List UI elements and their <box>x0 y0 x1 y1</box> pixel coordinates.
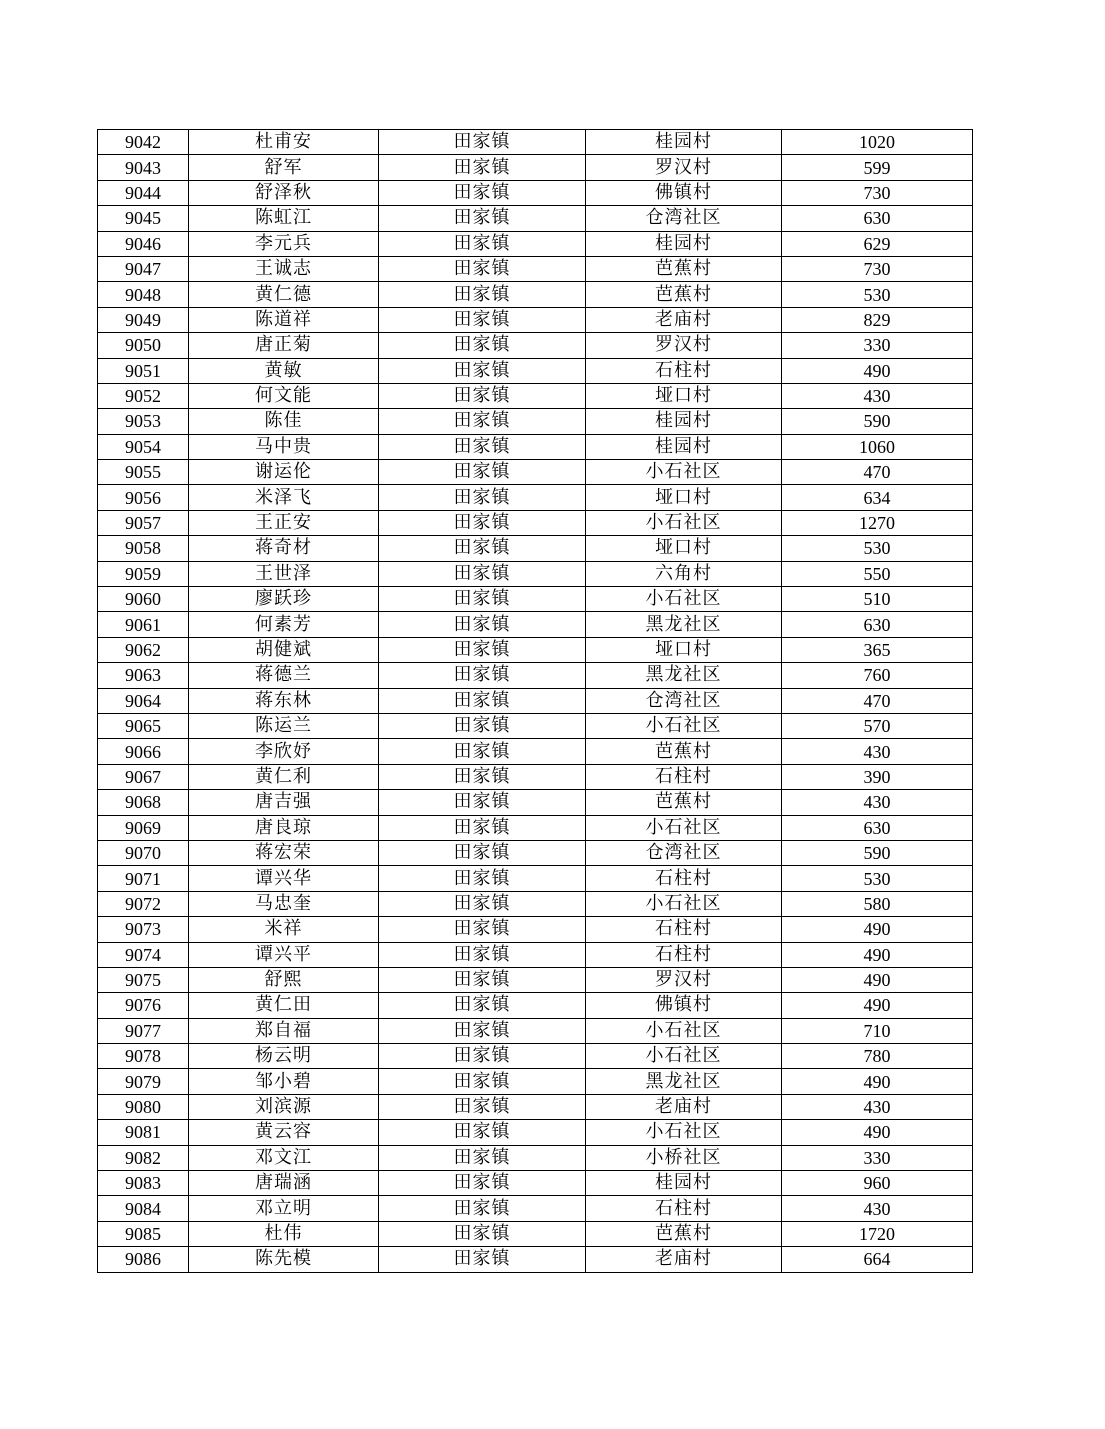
cell-name: 马中贵 <box>189 434 379 459</box>
cell-id: 9051 <box>98 358 189 383</box>
cell-village: 小石社区 <box>586 1044 782 1069</box>
cell-id: 9049 <box>98 307 189 332</box>
cell-id: 9069 <box>98 815 189 840</box>
cell-town: 田家镇 <box>379 206 586 231</box>
table-row <box>98 967 973 992</box>
cell-amount: 530 <box>782 866 973 891</box>
cell-town: 田家镇 <box>379 866 586 891</box>
table-row <box>98 764 973 789</box>
cell-id: 9044 <box>98 180 189 205</box>
table-row <box>98 434 973 459</box>
cell-amount: 430 <box>782 739 973 764</box>
cell-id: 9059 <box>98 561 189 586</box>
cell-amount: 330 <box>782 333 973 358</box>
cell-town: 田家镇 <box>379 155 586 180</box>
cell-name: 黄云容 <box>189 1120 379 1145</box>
table-row <box>98 130 973 155</box>
cell-town: 田家镇 <box>379 510 586 535</box>
table-row <box>98 1145 973 1170</box>
table-row <box>98 917 973 942</box>
table-row <box>98 409 973 434</box>
cell-name: 蒋奇材 <box>189 536 379 561</box>
cell-village: 老庙村 <box>586 1094 782 1119</box>
cell-amount: 550 <box>782 561 973 586</box>
cell-name: 舒熙 <box>189 967 379 992</box>
cell-name: 米泽飞 <box>189 485 379 510</box>
cell-id: 9084 <box>98 1196 189 1221</box>
table-row <box>98 1171 973 1196</box>
table-row <box>98 1247 973 1272</box>
cell-town: 田家镇 <box>379 561 586 586</box>
cell-town: 田家镇 <box>379 587 586 612</box>
cell-village: 石柱村 <box>586 358 782 383</box>
cell-id: 9079 <box>98 1069 189 1094</box>
cell-name: 邓立明 <box>189 1196 379 1221</box>
cell-id: 9058 <box>98 536 189 561</box>
table-row <box>98 307 973 332</box>
cell-amount: 510 <box>782 587 973 612</box>
cell-id: 9054 <box>98 434 189 459</box>
table-row <box>98 180 973 205</box>
cell-amount: 490 <box>782 917 973 942</box>
cell-village: 小石社区 <box>586 1018 782 1043</box>
cell-village: 小石社区 <box>586 1120 782 1145</box>
cell-town: 田家镇 <box>379 637 586 662</box>
cell-name: 黄仁利 <box>189 764 379 789</box>
cell-amount: 530 <box>782 282 973 307</box>
cell-village: 罗汉村 <box>586 155 782 180</box>
cell-id: 9063 <box>98 663 189 688</box>
cell-name: 何素芳 <box>189 612 379 637</box>
cell-village: 小石社区 <box>586 587 782 612</box>
cell-id: 9067 <box>98 764 189 789</box>
cell-name: 杜甫安 <box>189 130 379 155</box>
cell-village: 垭口村 <box>586 485 782 510</box>
cell-village: 垭口村 <box>586 637 782 662</box>
cell-village: 垭口村 <box>586 536 782 561</box>
cell-town: 田家镇 <box>379 460 586 485</box>
cell-id: 9074 <box>98 942 189 967</box>
cell-id: 9077 <box>98 1018 189 1043</box>
cell-town: 田家镇 <box>379 1094 586 1119</box>
cell-id: 9081 <box>98 1120 189 1145</box>
table-row <box>98 815 973 840</box>
cell-town: 田家镇 <box>379 130 586 155</box>
table-row <box>98 1120 973 1145</box>
table-row <box>98 1196 973 1221</box>
cell-id: 9042 <box>98 130 189 155</box>
cell-name: 唐吉强 <box>189 790 379 815</box>
cell-amount: 530 <box>782 536 973 561</box>
cell-village: 黑龙社区 <box>586 1069 782 1094</box>
cell-town: 田家镇 <box>379 1018 586 1043</box>
cell-id: 9080 <box>98 1094 189 1119</box>
cell-amount: 630 <box>782 206 973 231</box>
cell-town: 田家镇 <box>379 409 586 434</box>
cell-id: 9065 <box>98 713 189 738</box>
cell-id: 9082 <box>98 1145 189 1170</box>
cell-id: 9055 <box>98 460 189 485</box>
cell-town: 田家镇 <box>379 663 586 688</box>
cell-town: 田家镇 <box>379 1044 586 1069</box>
cell-id: 9050 <box>98 333 189 358</box>
cell-amount: 365 <box>782 637 973 662</box>
cell-amount: 590 <box>782 840 973 865</box>
cell-amount: 780 <box>782 1044 973 1069</box>
cell-village: 黑龙社区 <box>586 663 782 688</box>
cell-village: 小石社区 <box>586 713 782 738</box>
cell-village: 芭蕉村 <box>586 282 782 307</box>
cell-town: 田家镇 <box>379 891 586 916</box>
cell-name: 陈先模 <box>189 1247 379 1272</box>
cell-name: 陈虹江 <box>189 206 379 231</box>
cell-amount: 1270 <box>782 510 973 535</box>
cell-village: 芭蕉村 <box>586 256 782 281</box>
table-row <box>98 713 973 738</box>
cell-id: 9066 <box>98 739 189 764</box>
cell-town: 田家镇 <box>379 333 586 358</box>
table-row <box>98 637 973 662</box>
cell-id: 9048 <box>98 282 189 307</box>
table-row <box>98 1018 973 1043</box>
cell-town: 田家镇 <box>379 688 586 713</box>
cell-name: 邓文江 <box>189 1145 379 1170</box>
cell-amount: 1720 <box>782 1221 973 1246</box>
cell-amount: 710 <box>782 1018 973 1043</box>
cell-village: 罗汉村 <box>586 967 782 992</box>
table-row <box>98 1044 973 1069</box>
cell-town: 田家镇 <box>379 840 586 865</box>
cell-amount: 730 <box>782 256 973 281</box>
cell-village: 小石社区 <box>586 815 782 840</box>
cell-id: 9076 <box>98 993 189 1018</box>
cell-name: 杨云明 <box>189 1044 379 1069</box>
cell-name: 王诚志 <box>189 256 379 281</box>
records-table-body <box>98 130 973 1273</box>
cell-name: 杜伟 <box>189 1221 379 1246</box>
table-row <box>98 942 973 967</box>
cell-amount: 490 <box>782 967 973 992</box>
cell-town: 田家镇 <box>379 383 586 408</box>
cell-name: 唐良琼 <box>189 815 379 840</box>
cell-name: 米祥 <box>189 917 379 942</box>
cell-town: 田家镇 <box>379 917 586 942</box>
cell-name: 李元兵 <box>189 231 379 256</box>
table-row <box>98 866 973 891</box>
cell-village: 桂园村 <box>586 231 782 256</box>
cell-id: 9075 <box>98 967 189 992</box>
cell-amount: 634 <box>782 485 973 510</box>
cell-id: 9057 <box>98 510 189 535</box>
table-row <box>98 993 973 1018</box>
cell-town: 田家镇 <box>379 764 586 789</box>
cell-amount: 490 <box>782 1120 973 1145</box>
cell-amount: 490 <box>782 993 973 1018</box>
cell-name: 何文能 <box>189 383 379 408</box>
table-row <box>98 1069 973 1094</box>
cell-amount: 1020 <box>782 130 973 155</box>
cell-amount: 730 <box>782 180 973 205</box>
cell-name: 陈佳 <box>189 409 379 434</box>
cell-name: 李欣妤 <box>189 739 379 764</box>
cell-village: 芭蕉村 <box>586 739 782 764</box>
cell-amount: 664 <box>782 1247 973 1272</box>
cell-id: 9046 <box>98 231 189 256</box>
cell-village: 垭口村 <box>586 383 782 408</box>
cell-name: 蒋东林 <box>189 688 379 713</box>
cell-village: 仓湾社区 <box>586 840 782 865</box>
cell-name: 唐瑞涵 <box>189 1171 379 1196</box>
cell-village: 佛镇村 <box>586 993 782 1018</box>
cell-amount: 580 <box>782 891 973 916</box>
cell-town: 田家镇 <box>379 434 586 459</box>
cell-town: 田家镇 <box>379 942 586 967</box>
cell-name: 舒泽秋 <box>189 180 379 205</box>
cell-village: 老庙村 <box>586 307 782 332</box>
cell-name: 廖跃珍 <box>189 587 379 612</box>
table-row <box>98 688 973 713</box>
cell-town: 田家镇 <box>379 282 586 307</box>
cell-name: 刘滨源 <box>189 1094 379 1119</box>
cell-amount: 330 <box>782 1145 973 1170</box>
cell-id: 9068 <box>98 790 189 815</box>
cell-id: 9086 <box>98 1247 189 1272</box>
cell-id: 9064 <box>98 688 189 713</box>
table-row <box>98 561 973 586</box>
cell-name: 郑自福 <box>189 1018 379 1043</box>
table-row <box>98 663 973 688</box>
cell-name: 黄仁德 <box>189 282 379 307</box>
cell-town: 田家镇 <box>379 612 586 637</box>
table-row <box>98 739 973 764</box>
cell-village: 老庙村 <box>586 1247 782 1272</box>
cell-name: 邹小碧 <box>189 1069 379 1094</box>
table-row <box>98 206 973 231</box>
table-row <box>98 358 973 383</box>
cell-id: 9045 <box>98 206 189 231</box>
cell-name: 黄敏 <box>189 358 379 383</box>
cell-amount: 470 <box>782 460 973 485</box>
table-row <box>98 587 973 612</box>
cell-town: 田家镇 <box>379 180 586 205</box>
cell-amount: 630 <box>782 612 973 637</box>
cell-name: 舒军 <box>189 155 379 180</box>
cell-amount: 430 <box>782 383 973 408</box>
cell-id: 9061 <box>98 612 189 637</box>
cell-amount: 490 <box>782 1069 973 1094</box>
cell-town: 田家镇 <box>379 967 586 992</box>
cell-id: 9056 <box>98 485 189 510</box>
cell-town: 田家镇 <box>379 231 586 256</box>
cell-amount: 390 <box>782 764 973 789</box>
cell-amount: 960 <box>782 1171 973 1196</box>
cell-village: 石柱村 <box>586 942 782 967</box>
cell-amount: 629 <box>782 231 973 256</box>
cell-town: 田家镇 <box>379 993 586 1018</box>
cell-id: 9053 <box>98 409 189 434</box>
cell-village: 小桥社区 <box>586 1145 782 1170</box>
cell-name: 谢运伦 <box>189 460 379 485</box>
cell-name: 王世泽 <box>189 561 379 586</box>
cell-amount: 470 <box>782 688 973 713</box>
cell-town: 田家镇 <box>379 256 586 281</box>
cell-amount: 430 <box>782 1196 973 1221</box>
table-row <box>98 1221 973 1246</box>
cell-village: 仓湾社区 <box>586 688 782 713</box>
cell-id: 9060 <box>98 587 189 612</box>
cell-amount: 760 <box>782 663 973 688</box>
cell-town: 田家镇 <box>379 358 586 383</box>
table-row <box>98 256 973 281</box>
cell-id: 9070 <box>98 840 189 865</box>
cell-name: 谭兴华 <box>189 866 379 891</box>
cell-amount: 1060 <box>782 434 973 459</box>
table-row <box>98 282 973 307</box>
cell-town: 田家镇 <box>379 1221 586 1246</box>
table-row <box>98 333 973 358</box>
cell-town: 田家镇 <box>379 307 586 332</box>
table-row <box>98 612 973 637</box>
cell-village: 桂园村 <box>586 1171 782 1196</box>
cell-village: 罗汉村 <box>586 333 782 358</box>
cell-village: 石柱村 <box>586 917 782 942</box>
table-row <box>98 891 973 916</box>
cell-name: 胡健斌 <box>189 637 379 662</box>
table-row <box>98 1094 973 1119</box>
cell-village: 黑龙社区 <box>586 612 782 637</box>
cell-name: 王正安 <box>189 510 379 535</box>
cell-town: 田家镇 <box>379 1171 586 1196</box>
cell-id: 9071 <box>98 866 189 891</box>
cell-village: 桂园村 <box>586 409 782 434</box>
cell-id: 9043 <box>98 155 189 180</box>
table-row <box>98 460 973 485</box>
cell-town: 田家镇 <box>379 1145 586 1170</box>
cell-amount: 570 <box>782 713 973 738</box>
cell-village: 佛镇村 <box>586 180 782 205</box>
table-row <box>98 840 973 865</box>
cell-amount: 490 <box>782 358 973 383</box>
cell-town: 田家镇 <box>379 1196 586 1221</box>
cell-amount: 490 <box>782 942 973 967</box>
table-row <box>98 155 973 180</box>
cell-name: 蒋宏荣 <box>189 840 379 865</box>
cell-town: 田家镇 <box>379 815 586 840</box>
cell-village: 芭蕉村 <box>586 1221 782 1246</box>
cell-id: 9085 <box>98 1221 189 1246</box>
cell-name: 陈道祥 <box>189 307 379 332</box>
table-row <box>98 383 973 408</box>
cell-town: 田家镇 <box>379 790 586 815</box>
cell-village: 石柱村 <box>586 1196 782 1221</box>
cell-name: 谭兴平 <box>189 942 379 967</box>
cell-id: 9052 <box>98 383 189 408</box>
cell-town: 田家镇 <box>379 1120 586 1145</box>
cell-town: 田家镇 <box>379 739 586 764</box>
cell-village: 小石社区 <box>586 460 782 485</box>
cell-name: 黄仁田 <box>189 993 379 1018</box>
cell-town: 田家镇 <box>379 485 586 510</box>
cell-village: 小石社区 <box>586 510 782 535</box>
cell-amount: 430 <box>782 1094 973 1119</box>
cell-id: 9078 <box>98 1044 189 1069</box>
records-table <box>97 129 973 1273</box>
cell-id: 9083 <box>98 1171 189 1196</box>
cell-amount: 599 <box>782 155 973 180</box>
cell-town: 田家镇 <box>379 713 586 738</box>
cell-amount: 430 <box>782 790 973 815</box>
table-row <box>98 790 973 815</box>
table-row <box>98 485 973 510</box>
cell-village: 仓湾社区 <box>586 206 782 231</box>
cell-id: 9047 <box>98 256 189 281</box>
cell-village: 桂园村 <box>586 130 782 155</box>
cell-id: 9072 <box>98 891 189 916</box>
cell-name: 唐正菊 <box>189 333 379 358</box>
cell-village: 六角村 <box>586 561 782 586</box>
cell-village: 石柱村 <box>586 866 782 891</box>
cell-name: 陈运兰 <box>189 713 379 738</box>
cell-village: 桂园村 <box>586 434 782 459</box>
cell-id: 9073 <box>98 917 189 942</box>
cell-name: 蒋德兰 <box>189 663 379 688</box>
table-row <box>98 536 973 561</box>
table-row <box>98 231 973 256</box>
cell-village: 小石社区 <box>586 891 782 916</box>
cell-amount: 590 <box>782 409 973 434</box>
cell-town: 田家镇 <box>379 1247 586 1272</box>
cell-amount: 829 <box>782 307 973 332</box>
cell-village: 石柱村 <box>586 764 782 789</box>
cell-name: 马忠奎 <box>189 891 379 916</box>
table-row <box>98 510 973 535</box>
cell-town: 田家镇 <box>379 536 586 561</box>
cell-town: 田家镇 <box>379 1069 586 1094</box>
cell-amount: 630 <box>782 815 973 840</box>
cell-village: 芭蕉村 <box>586 790 782 815</box>
cell-id: 9062 <box>98 637 189 662</box>
